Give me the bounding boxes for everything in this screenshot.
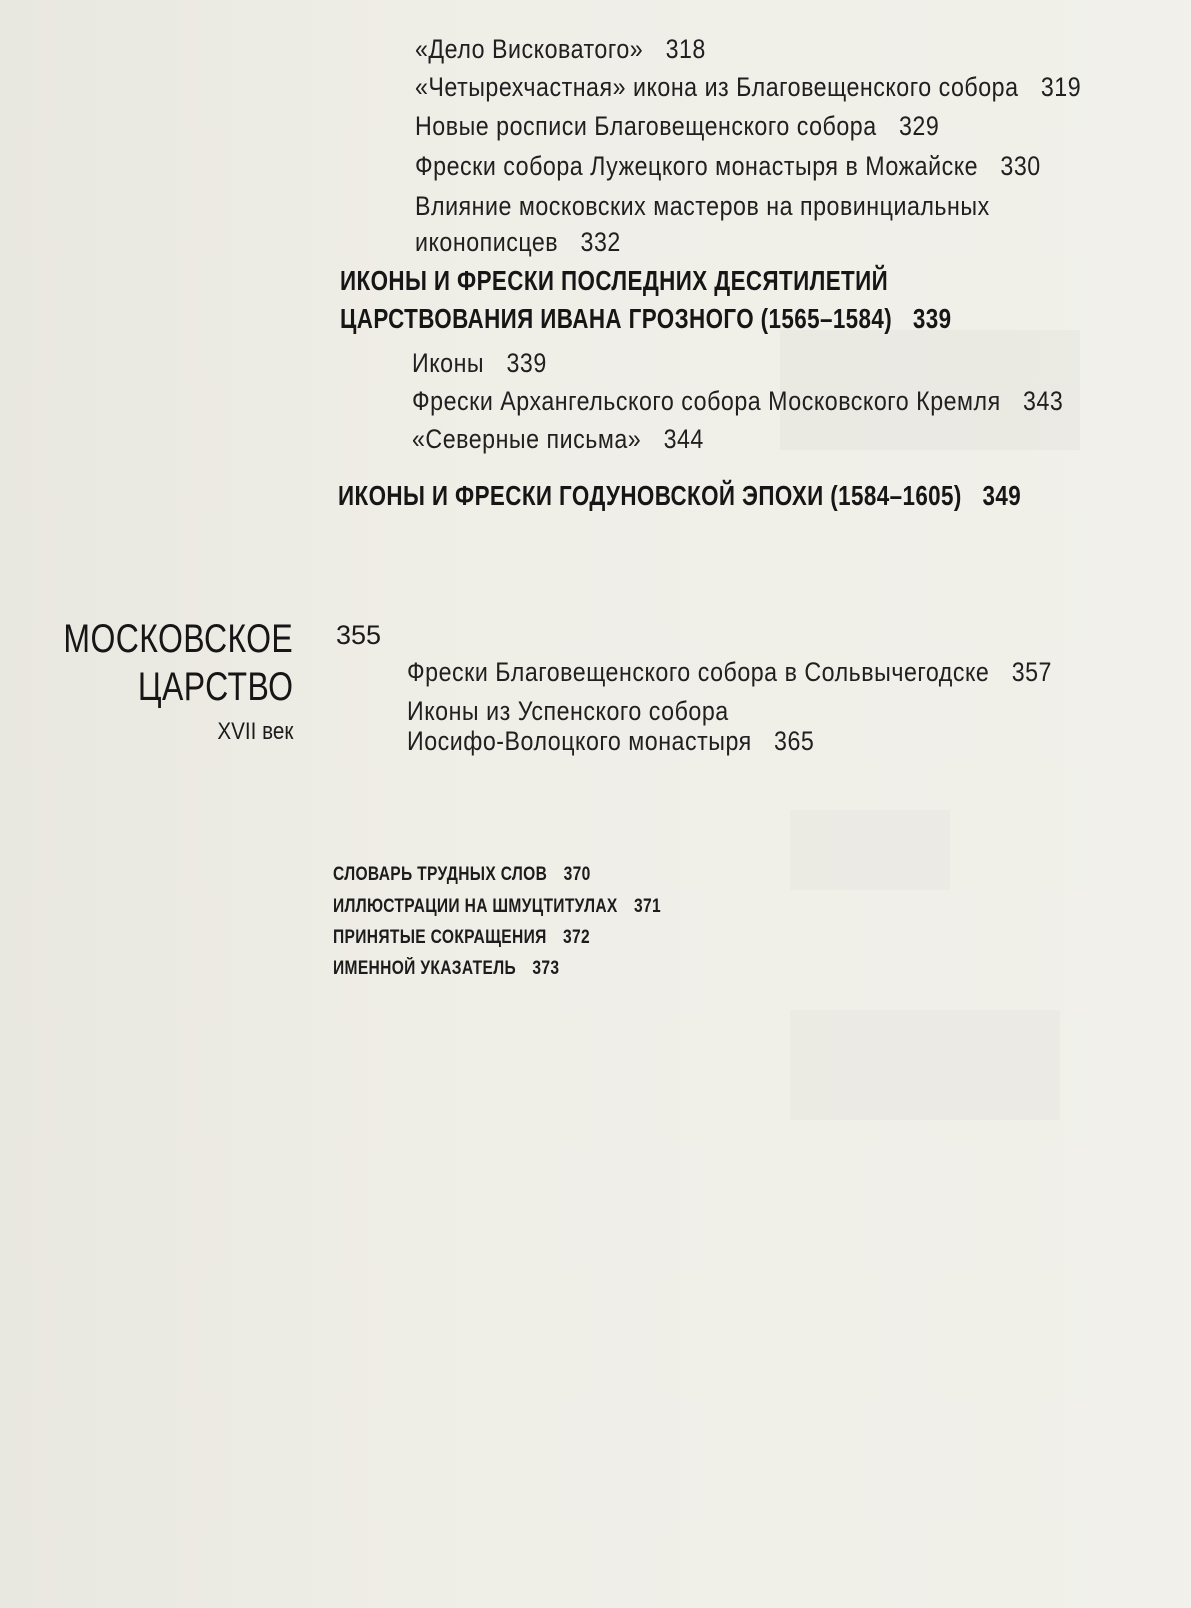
page-number: 329 [899, 111, 940, 141]
appendix-entry [333, 927, 590, 949]
toc-entry [412, 348, 547, 379]
page-number: 344 [663, 424, 704, 454]
part-title-line2: ЦАРСТВО [137, 665, 293, 709]
entry-title: «Дело Висковатого» [415, 34, 644, 64]
show-through-shadow [790, 1010, 1060, 1120]
page-number: 371 [634, 896, 662, 917]
page-number: 319 [1040, 72, 1082, 102]
page-number: 373 [532, 958, 560, 979]
toc-entry [407, 657, 1052, 688]
show-through-shadow [790, 810, 950, 890]
toc-entry [412, 386, 1063, 417]
entry-title: Фрески Архангельского собора Московского Кремля [412, 386, 1001, 416]
toc-entry [415, 151, 1041, 182]
toc-entry [415, 34, 706, 65]
entry-title: Фрески Благовещенского собора в Сольвычегодске [407, 657, 990, 687]
toc-entry [415, 111, 939, 142]
toc-entry [407, 696, 729, 727]
entry-title: Фрески собора Лужецкого монастыря в Можайске [415, 151, 979, 181]
page-number: 318 [665, 34, 706, 64]
section-title: ИКОНЫ И ФРЕСКИ ГОДУНОВСКОЙ ЭПОХИ (1584–1605) [338, 480, 962, 511]
toc-entry [415, 191, 990, 222]
entry-title: Иконы [412, 348, 485, 378]
section-title-line1: ИКОНЫ И ФРЕСКИ ПОСЛЕДНИХ ДЕСЯТИЛЕТИЙ [340, 265, 889, 296]
page-number: 357 [1011, 657, 1052, 687]
entry-title-line1: Иконы из Успенского собора [407, 696, 729, 726]
appendix-title: ИМЕННОЙ УКАЗАТЕЛЬ [333, 958, 517, 979]
page-number: 372 [563, 927, 591, 948]
part-subtitle: XVII век [217, 718, 293, 745]
appendix-entry [333, 958, 559, 980]
page-number: 370 [563, 864, 591, 885]
toc-section [338, 480, 1021, 512]
toc-entry-cont [415, 227, 621, 258]
page-number: 332 [580, 227, 621, 257]
appendix-title: ПРИНЯТЫЕ СОКРАЩЕНИЯ [333, 927, 547, 948]
part-title-line1: МОСКОВСКОЕ [63, 617, 293, 661]
appendix-entry [333, 864, 591, 886]
entry-title: Новые росписи Благовещенского собора [415, 111, 877, 141]
page-number: 330 [1000, 151, 1041, 181]
part-page-number: 355 [336, 620, 382, 650]
toc-entry [412, 424, 704, 455]
toc-section [340, 265, 888, 297]
page-number: 365 [774, 726, 815, 756]
entry-title: «Северные письма» [412, 424, 642, 454]
page-number: 339 [506, 348, 547, 378]
appendix-title: СЛОВАРЬ ТРУДНЫХ СЛОВ [333, 864, 548, 885]
section-title-line2: ЦАРСТВОВАНИЯ ИВАНА ГРОЗНОГО (1565–1584) [340, 303, 893, 334]
appendix-title: ИЛЛЮСТРАЦИИ НА ШМУЦТИТУЛАХ [333, 896, 618, 917]
toc-section-cont [340, 303, 951, 335]
page-number: 343 [1023, 386, 1064, 416]
page-number: 339 [912, 303, 952, 334]
page-number: 349 [982, 480, 1022, 511]
appendix-entry [333, 896, 661, 918]
toc-entry [415, 72, 1081, 103]
entry-title-line2: Иосифо-Волоцкого монастыря [407, 726, 752, 756]
entry-title: «Четырехчастная» икона из Благовещенского собора [415, 72, 1019, 102]
entry-title-line1: Влияние московских мастеров на провинциальных [415, 191, 990, 221]
toc-entry-cont [407, 726, 814, 757]
entry-title-line2: иконописцев [415, 227, 559, 257]
